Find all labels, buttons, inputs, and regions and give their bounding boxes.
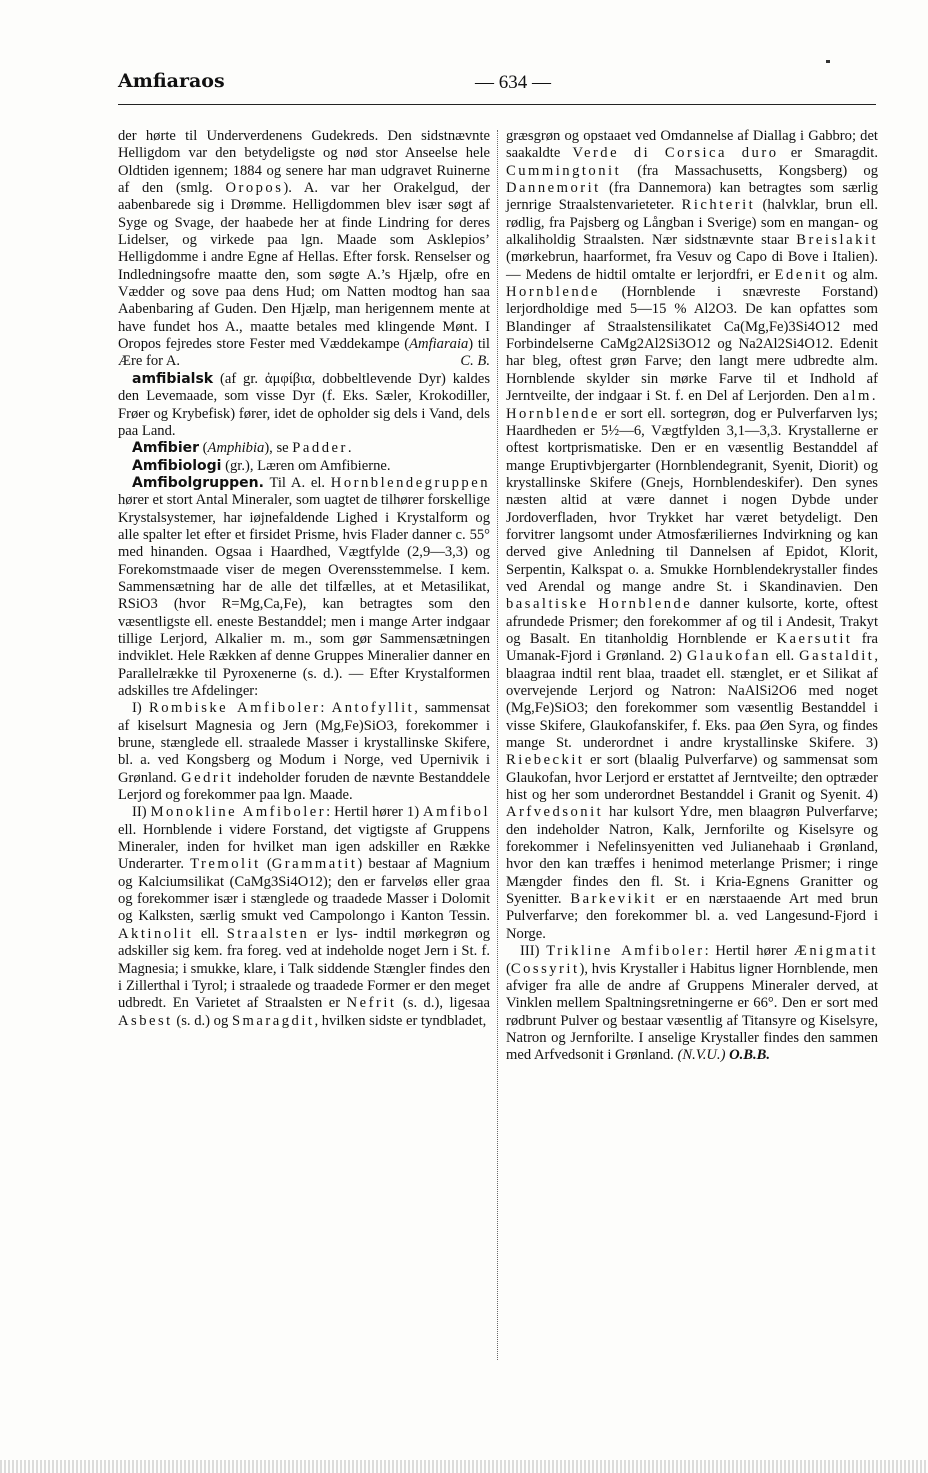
headword: Amfibier bbox=[132, 440, 200, 457]
column-divider bbox=[497, 130, 498, 1360]
right-column bbox=[506, 128, 878, 1065]
page-header bbox=[118, 70, 876, 104]
running-head-word: Amfiaraos bbox=[118, 70, 225, 92]
header-rule bbox=[118, 104, 876, 105]
author-signature: C. B. bbox=[460, 353, 490, 370]
section-monokline: II) Monokline Amfiboler: Hertil hører 1) Amfibol ell. Hornblende i videre Forstand, det vigtigste af Gruppens Mineraler, inden for hvilket man igen adskiller en Række Underarter. Tremolit (Grammatit) bestaar af Magnium og Kalciumsilikat (CaMg3Si4O12); den er farveløs eller graa og forekommer især i stænglede og traadede Masser i Dolomit og Kalksten, særlig smukt ved Campolongo i Kanton Tessin. Aktinolit ell. Straalsten er lys- indtil mørkegrøn og adskiller sig kem. fra foreg. ved at indeholde noget Jern i St. f. Magnesia; i smukke, klare, i Talk siddende Stængler findes den i Zillerthal i Tyrol; i straalede og traadede Former er den meget udbredt. En Varietet af Straalsten er Nefrit (s. d.), ligesaa Asbest (s. d.) og Smaragdit, hvilken sidste er tyndbladet, bbox=[118, 804, 491, 1029]
cross-reference: Hornblendegruppen bbox=[330, 474, 490, 491]
amfiaraos-continuation: der hørte til Underverdenens Gudekreds. Den sidstnævnte Helligdom var den betydeligste og nød stor Anseelse hele Oldtiden igennem; 1884 og senere har man udgravet Ruinerne af den (smlg. Oropos). A. var her Orakelgud, der aabenbarede sig i Drømme. Helligdommen blev især søgt af Syge og Svage, der haabede her at finde Lindring for deres Lidelser, og virkede paa lgn. Maade som Asklepios’ Helligdomme i andre Egne af Hellas. Efter forsk. Renselser og Indledningsofre maatte den, som søgte A.’s Hjælp, ofre en Vædder og sove paa dens Hud; om Natten modtog han saa Aabenbaring af Guden. Den Hjælp, man herigennem mente at have fundet hos A., maatte betales med klingende Mønt. I Oropos fejredes store Fester med Væddekampe (Amfiaraia) til Ære for A. C. B. bbox=[118, 128, 490, 370]
headword: Amfibolgruppen. bbox=[132, 474, 264, 491]
cross-reference: Padder bbox=[292, 440, 348, 457]
entry-amfibiologi: Amfibiologi (gr.), Læren om Amfibierne. bbox=[132, 457, 391, 474]
page-number: — 634 — bbox=[475, 72, 551, 93]
section-rombiske: I) Rombiske Amfiboler: Antofyllit, sammensat af kiselsurt Magnesia og Jern (Mg,Fe)SiO3, forekommer i brune, stænglede ell. straalede Masser i krystallinske Skifere, bl. a. ved Kongsberg og Modum i Norge, ved Upernivik i Grønland. Gedrit indeholder foruden de nævnte Bestanddele Lerjord og forekommer paa lgn. Maade. bbox=[118, 700, 490, 804]
entry-amfibialsk: amfibialsk (af gr. ἀμφίβια, dobbeltlevende Dyr) kaldes den Levemaade, som visse Dyr (f. Eks. Sæler, Krokodiller, Frøer og Krybefisk) fører, idet de opholder sig dels i Vand, dels paa Land. bbox=[118, 370, 490, 439]
entry-amfibier: Amfibier (Amphibia), se Padder. bbox=[132, 440, 352, 457]
source-note: (N.V.U.) bbox=[677, 1047, 726, 1064]
scan-edge bbox=[0, 1460, 928, 1473]
section-trikline: III) Trikline Amfiboler: Hertil hører Ænigmatit (Cossyrit), hvis Krystaller i Habitus ligner Hornblende, men afviger fra alle de andre af Gruppens Mineraler derved, at Vinklen mellem Spaltningsretningerne er 66°. Den er sort med rødbrunt Pulver og bestaar væsentlig af Titansyre og Kiselsyre, Natron og Jernforilte. I anselige Krystaller findes den sammen med Arfvedsonit i Grønland. (N.V.U.) O.B.B. bbox=[506, 943, 878, 1064]
headword: Amfibiologi bbox=[132, 457, 222, 474]
cross-reference: Oropos bbox=[225, 180, 284, 197]
amfibol-continuation: græsgrøn og opstaaet ved Omdannelse af Diallag i Gabbro; det saakaldte Verde di Corsica duro er Smaragdit. Cummingtonit (fra Massachusetts, Kongsberg) og Dannemorit (fra Dannemora) kan betragtes som særlig jernrige Straalstenvarieteter. Richterit (halvklar, brun ell. rødlig, fra Pajsberg og Långban i Sverige) som en mangan- og alkaliholdig Straalsten. Nær sidstnævnte staar Breislakit (mørkebrun, haarformet, fra Vesuv og Capo di Bove i Italien). — Medens de hidtil omtalte er lerjordfri, er Edenit og alm. Hornblende (Hornblende i snævreste Forstand) lerjordholdige med 5—15 % Al2O3. De kan opfattes som Blandinger af Straalstensilikatet Ca(Mg,Fe)3Si4O12 med Forbindelserne CaMg2Al2Si3O12 og Na2Al2Si4O12. Edenit har bleg, oftest grøn Farve; den langt mere udbredte alm. Hornblende skylder sin mørke Farve til et Indhold af Jerntveilte, der indgaar i St. f. en Del af Lerjorden. Den alm. Hornblende er sort ell. sortegrøn, dog er Pulverfarven lys; Haardheden er 5½—6, Vægtfylden 3,1—3,3. Krystallerne er oftest kortprismatiske. Den er en væsentlig Bestanddel af mange Eruptivbjergarter (Hornblendegranit, Syenit, Diorit) og krystallinske Skifere (Gnejs, Hornblendeskifer). Den synes næsten altid at være dannet i nogen Dybde under Jordoverfladen, hvor Trykket har været betydeligt. Den forvitrer langsomt under Atmosfæriliernes Indvirkning og kan derved give Anledning til Dannelsen af Epidot, Klorit, Serpentin, Kalkspat o. a. Smukke Hornblendekrystaller findes ved Arendal og mange andre St. i Skandinavien. Den basaltiske Hornblende danner kulsorte, korte, oftest afrundede Prismer; den forekommer af og til i Andesit, Trakyt og Basalt. En titanholdig Hornblende er Kaersutit fra Umanak-Fjord i Grønland. 2) Glaukofan ell. Gastaldit, blaagraa indtil rent blaa, traadet ell. stænglet, er et Silikat af overvejende Lerjord og Natron: NaAlSi2O6 med noget (Mg,Fe)SiO3; den forekommer som væsentlig Bestanddel i visse Skifere, Glaukofanskifer, f. Eks. paa Øen Syra, og findes mange St. underordnet i andre krystallinske Skifere. 3) Riebeckit er sort (blaalig Pulverfarve) og sammensat som Glaukofan, hvor Lerjord er erstattet af Jerntveilte; den optræder hist og her som underordnet Bestanddel i Granit og Syenit. 4) Arfvedsonit har kulsort Ydre, men blaagrøn Pulverfarve; den indeholder Natron, Kalk, Jernforilte og Kiselsyre og forekommer i Nefelinsyenitten ved Julianehaab i Grønland, hvor den kan træffes i henimod meterlange Prismer; i ringe Mængder findes den fl. St. i Kria-Egnens Granitter og Syenitter. Barkevikit er en nærstaaende Art med brun Pulverfarve; den forekommer bl. a. ved Langesund-Fjord i Norge. bbox=[506, 128, 879, 942]
entry-amfibolgruppen: Amfibolgruppen. Til A. el. Hornblendegruppen hører et stort Antal Mineraler, som uagtet de tilhører forskellige Krystalsystemer, har iøjnefaldende Lighed i Krystalform og alle spalter let efter et firsidet Prisme, hvis Flader danner c. 55° med hinanden. Ogsaa i Haardhed, Vægtfylde (2,9—3,3) og Forekomstmaade viser de megen Overensstemmelse. I kem. Sammensætning har de alle det tilfælles, at et Metasilikat, RSiO3 (hvor R=Mg,Ca,Fe), kan betragtes som den væsentligste ell. eneste Bestanddel; men i mange Arter indgaar tillige Lerjord, Alkalier m. m., som gør Sammensætningen indviklet. Hele Rækken af denne Gruppes Mineralier danner en Parallelrække til Pyroxenerne (s. d.). — Efter Krystalformen adskilles tre Afdelinger: bbox=[118, 474, 490, 699]
headword: amfibialsk bbox=[132, 370, 214, 387]
left-column bbox=[118, 128, 490, 1030]
print-speck bbox=[826, 60, 830, 63]
author-signature: O.B.B. bbox=[729, 1047, 771, 1064]
